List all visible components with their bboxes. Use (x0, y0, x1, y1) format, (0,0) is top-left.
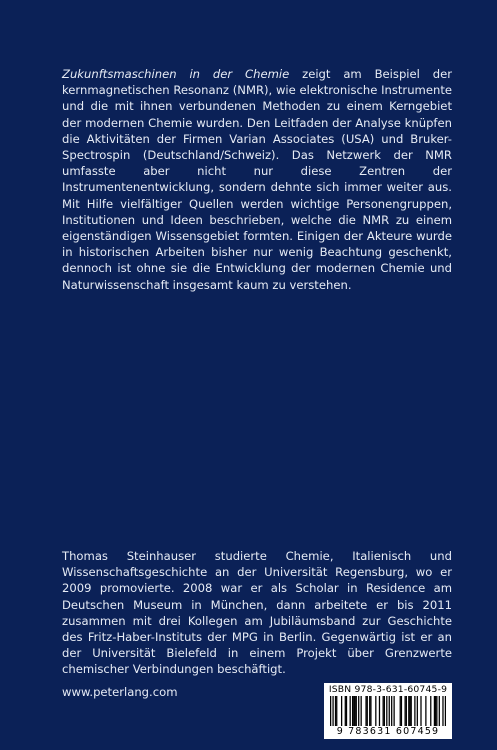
barcode-bar (445, 696, 446, 726)
barcode-bar (420, 696, 421, 726)
barcode-bar (379, 696, 380, 726)
author-bio: Thomas Steinhauser studierte Chemie, Italienisch und Wissenschaftsgeschichte an der Universität Regensburg, wo er 2009 promovierte. 2008 war er als Scholar in Residence am Deutschen Museum in München, dann arbeitete er bis 2011 zusammen mit drei Kollegen am Jubiläumsband zur Geschichte des Fritz-Haber-Instituts der MPG in Berlin. Gegenwärtig ist er an der Universität Bielefeld in einem Projekt über Grenzwerte chemischer Verbindungen beschäftigt. (62, 549, 452, 677)
isbn-label: ISBN 978-3-631-60745-9 (328, 684, 448, 695)
barcode-bar (406, 696, 407, 726)
barcode-bar (335, 696, 336, 726)
isbn-barcode-block (324, 683, 452, 739)
barcode-bar (434, 696, 435, 726)
barcode-bar (408, 696, 409, 726)
barcode-bar (350, 696, 351, 726)
barcode-bar (352, 696, 353, 726)
barcode-digits: 9 783631 607459 (336, 726, 440, 737)
barcode-bar (409, 696, 410, 726)
book-title-italic: Zukunftsmaschinen in der Chemie (62, 67, 290, 81)
barcode-bar (414, 696, 415, 726)
barcode-bar (369, 696, 370, 726)
barcode-bar (354, 696, 355, 726)
barcode-bar (417, 696, 418, 726)
barcode-bar (435, 696, 436, 726)
barcode-bar (389, 696, 390, 726)
barcode-bar (383, 696, 384, 726)
barcode-bar (425, 696, 426, 726)
barcode-bar (375, 696, 376, 726)
barcode-bar (332, 696, 333, 726)
barcode-bar (330, 696, 331, 726)
barcode-bar (439, 696, 440, 726)
barcode-bar (393, 696, 394, 726)
barcode-bar (358, 696, 359, 726)
barcode-bar (336, 696, 337, 726)
barcode-bar (411, 696, 412, 726)
barcode-bar (386, 696, 387, 726)
barcode-bar (401, 696, 402, 726)
barcode-bar (361, 696, 362, 726)
book-blurb (62, 66, 452, 293)
barcode-bar (370, 696, 371, 726)
barcode-bar (353, 696, 354, 726)
barcode-bar (400, 696, 401, 726)
barcode-bar (430, 696, 431, 726)
barcode-bar (391, 696, 392, 726)
barcode-bar (346, 696, 347, 726)
barcode-bar (404, 696, 405, 726)
barcode-image (330, 696, 446, 726)
barcode-bar (356, 696, 357, 726)
barcode-bar (436, 696, 437, 726)
barcode-bar (341, 696, 342, 726)
barcode-bar (365, 696, 366, 726)
barcode-bar (384, 696, 385, 726)
blurb-text: zeigt am Beispiel der kernmagnetischen Resonanz (NMR), wie elektronische Instrumente und die mit ihnen verbundenen Methoden zu einem Kerngebiet der modernen Chemie wurden. Den Leitfaden der Analyse knüpfen die Aktivitäten der Firmen Varian Associates (USA) und Bruker-Spectrospin (Deutschland/Schweiz). Das Netzwerk der NMR umfasste aber nicht nur diese Zentren der Instrumentenentwicklung, sondern dehnte sich immer weiter aus. Mit Hilfe vielfältiger Quellen werden wichtige Personengruppen, Institutionen und Ideen beschrieben, welche die NMR zu einem eigenständigen Wissensgebiet formten. Einigen der Akteure wurde in historischen Arbeiten bisher nur wenig Beachtung geschenkt, dennoch ist ohne sie die Entwicklung der modernen Chemie und Naturwissenschaft insgesamt kaum zu verstehen. (62, 67, 453, 292)
barcode-bar (345, 696, 346, 726)
barcode-bar (442, 696, 443, 726)
publisher-website: www.peterlang.com (62, 685, 178, 699)
barcode-bar (367, 696, 368, 726)
